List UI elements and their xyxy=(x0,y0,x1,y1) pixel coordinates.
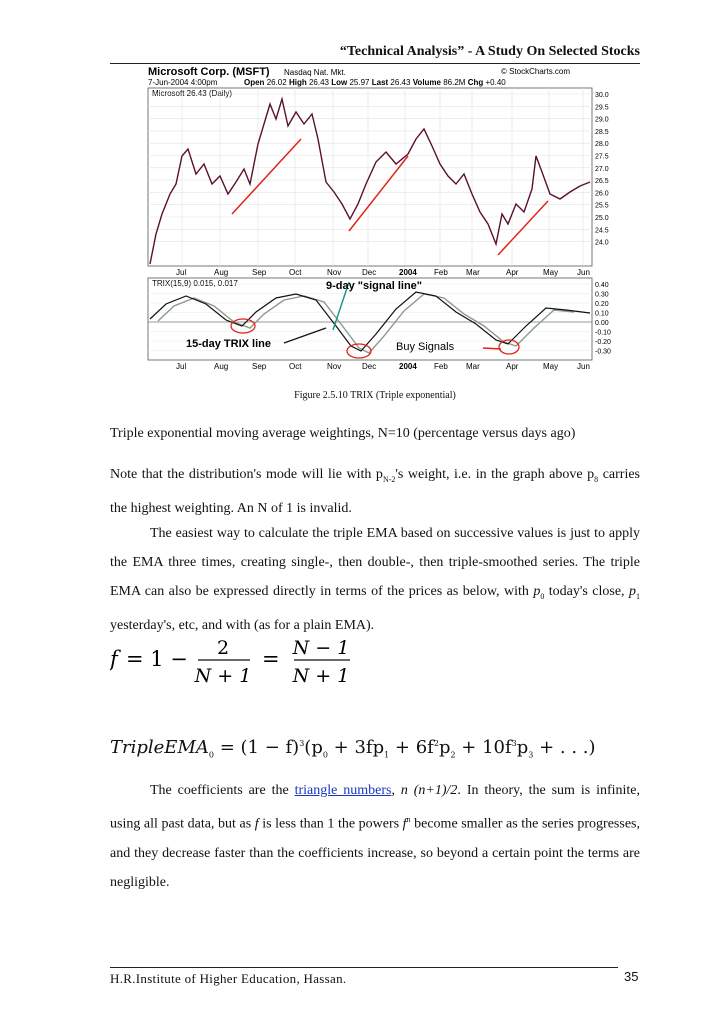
price-tick: 24.0 xyxy=(595,239,609,247)
trix-tick: -0.20 xyxy=(595,339,611,346)
trix-tick: 0.40 xyxy=(595,282,609,289)
price-tick: 25.0 xyxy=(595,215,609,222)
month-tick: Mar xyxy=(466,362,480,371)
svg-text:=: = xyxy=(262,647,280,671)
series-label: Microsoft 26.43 (Daily) xyxy=(152,89,233,98)
price-tick: 28.0 xyxy=(595,141,609,149)
svg-text:N + 1: N + 1 xyxy=(194,665,252,687)
volume-label: Volume xyxy=(412,78,441,87)
price-tick: 29.5 xyxy=(595,104,609,112)
chart-date: 7-Jun-2004 4:00pm xyxy=(148,78,218,87)
month-tick: Oct xyxy=(289,268,302,277)
month-tick: Dec xyxy=(362,268,377,277)
annotation-trix: 15-day TRIX line xyxy=(186,338,271,350)
trix-tick: -0.10 xyxy=(595,329,611,337)
formula-triple-ema: TripleEMA$_0$ = $(1 - f)^3(p_0 + 3fp_1 + 6f^2p_2 + 10f^3p_3$ + . . .) xyxy=(110,737,596,760)
month-tick: Aug xyxy=(214,268,229,277)
chart-title: Microsoft Corp. (MSFT) xyxy=(148,66,270,78)
open-value: 26.02 xyxy=(266,78,287,87)
paragraph-1: Triple exponential moving average weightings, N=10 (percentage versus days ago) xyxy=(110,426,576,441)
month-tick: Apr xyxy=(506,268,519,277)
paragraph-2: Note that the distribution's mode will lie with $p_{N-2}'s$ weight, i.e. in the graph above $p_8$ carries the highest weighting. An N of 1 is invalid. xyxy=(110,467,640,516)
month-tick: Apr xyxy=(506,362,519,371)
low-value: 25.97 xyxy=(349,78,370,87)
trix-tick: 0.10 xyxy=(595,310,609,318)
svg-text:2: 2 xyxy=(216,637,230,659)
trix-tick: 0.20 xyxy=(595,301,609,308)
chg-label: Chg xyxy=(467,78,484,87)
month-tick: Aug xyxy=(214,362,229,371)
trix-tick: -0.30 xyxy=(595,348,611,356)
price-tick: 24.5 xyxy=(595,227,609,235)
svg-text:= 1 −: = 1 − xyxy=(126,647,188,671)
price-tick: 25.5 xyxy=(595,202,609,210)
month-tick: 2004 xyxy=(399,362,417,371)
price-tick: 26.0 xyxy=(595,190,609,198)
month-tick: Feb xyxy=(434,268,448,277)
paragraph-3: The easiest way to calculate the triple EMA based on successive values is just to apply the EMA three times, creating single-, then double-, then triple-smoothed series. The triple EMA can also be expressed directly in terms of the prices as below, with $p_0$ today's close, $p_1$ yesterday's, etc, and with (as for a plain EMA). xyxy=(110,526,640,633)
month-tick: Dec xyxy=(362,362,377,371)
price-ticks xyxy=(595,92,609,247)
last-value: 26.43 xyxy=(390,78,411,87)
svg-text:f: f xyxy=(110,647,118,671)
buy-arrow xyxy=(483,348,501,349)
svg-text:N − 1: N − 1 xyxy=(292,637,350,659)
chg-value: +0.40 xyxy=(485,78,506,87)
month-tick: May xyxy=(543,362,559,371)
svg-text:Open 26.02 High 26.43 Low 25.9 xyxy=(244,78,506,87)
chart-exchange: Nasdaq Nat. Mkt. xyxy=(284,68,346,77)
price-tick: 26.5 xyxy=(595,178,609,186)
month-tick: Oct xyxy=(289,362,302,371)
month-tick: Sep xyxy=(252,362,267,371)
price-tick: 29.0 xyxy=(595,116,609,124)
high-value: 26.43 xyxy=(308,78,329,87)
month-tick: Jul xyxy=(176,268,187,277)
price-panel xyxy=(148,88,592,266)
month-tick: Feb xyxy=(434,362,448,371)
trix-label: TRIX(15,9) 0.015, 0.017 xyxy=(152,279,238,288)
formula-f xyxy=(110,632,390,692)
month-tick: May xyxy=(543,268,559,277)
month-tick: Jun xyxy=(577,362,590,371)
open-label: Open xyxy=(244,78,265,87)
month-tick: Nov xyxy=(327,268,342,277)
month-tick: Nov xyxy=(327,362,342,371)
price-tick: 27.5 xyxy=(595,153,609,161)
volume-value: 86.2M xyxy=(443,78,466,87)
triangle-numbers-link[interactable]: triangle numbers xyxy=(294,783,392,798)
page-header: “Technical Analysis” - A Study On Selected Stocks xyxy=(339,44,640,59)
month-tick: Jun xyxy=(577,268,590,277)
page-number: 35 xyxy=(624,969,639,984)
last-label: Last xyxy=(371,78,389,87)
footer-institute: H.R.Institute of Higher Education, Hassan. xyxy=(110,971,347,986)
trix-tick: 0.30 xyxy=(595,291,609,299)
month-tick: 2004 xyxy=(399,268,417,277)
month-tick: Mar xyxy=(466,268,480,277)
chart-source: © StockCharts.com xyxy=(501,67,571,76)
footer-rule xyxy=(110,967,618,968)
annotation-signal: 9-day "signal line" xyxy=(326,280,423,292)
month-labels-bottom xyxy=(176,362,590,371)
paragraph-4: The coefficients are the triangle numbers, n (n+1)/2. In theory, the sum is infinite, using all past data, but as f is less than 1 the powers $f^n$ become smaller as the series progresses, and they decrease faster than the coefficients increase, so beyond a certain point the terms are negligible. xyxy=(110,783,641,890)
trix-ticks xyxy=(595,282,611,356)
annotation-buy: Buy Signals xyxy=(396,341,455,353)
price-tick: 28.5 xyxy=(595,128,609,136)
trix-chart xyxy=(146,64,616,372)
month-tick: Sep xyxy=(252,268,267,277)
svg-text:N + 1: N + 1 xyxy=(292,665,350,687)
price-tick: 30.0 xyxy=(595,92,609,99)
price-tick: 27.0 xyxy=(595,165,609,173)
low-label: Low xyxy=(331,78,348,87)
high-label: High xyxy=(288,78,307,87)
month-labels-top xyxy=(176,268,590,277)
figure-caption: Figure 2.5.10 TRIX (Triple exponential) xyxy=(294,390,456,401)
trix-tick: 0.00 xyxy=(595,320,609,327)
month-tick: Jul xyxy=(176,362,187,371)
